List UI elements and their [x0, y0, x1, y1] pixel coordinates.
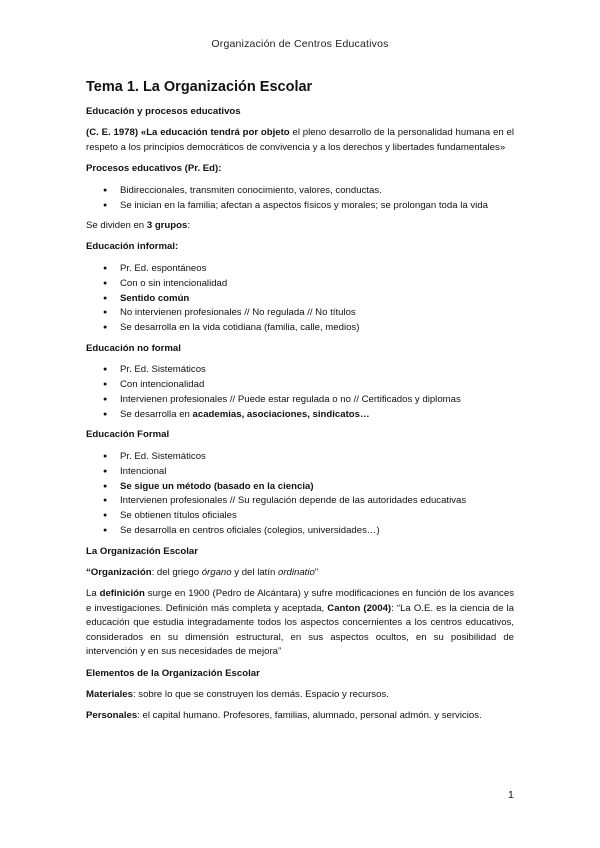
- running-header: Organización de Centros Educativos: [211, 38, 389, 50]
- etym-greek: órgano: [201, 567, 232, 579]
- formal-list: [86, 450, 514, 539]
- section-heading-procesos: Procesos educativos (Pr. Ed):: [86, 163, 222, 175]
- def-3: : “La O.E. es la ciencia de la educación que estudia integradamente todos los aspectos concernientes a los centros educativos, considerados en su dimensión estructural, en sus aspectos ocultos, en su posibilidad de intervención y en sus necesidades de mejora”: [86, 602, 515, 658]
- informal-list: [86, 262, 514, 336]
- grupos-post: :: [187, 219, 190, 231]
- list-item: ● Intervienen profesionales // Puede estar regulada o no // Certificados y diplomas: [86, 393, 514, 407]
- list-item: ● Pr. Ed. Sistemáticos: [86, 363, 514, 377]
- definition-paragraph: [86, 587, 514, 659]
- grupos-bold: 3 grupos: [146, 219, 188, 231]
- list-item: ● Se sigue un método (basado en la ciencia): [86, 480, 514, 494]
- section-heading-noformal: Educación no formal: [86, 342, 181, 354]
- list-item: ● Se desarrolla en centros oficiales (colegios, universidades…): [86, 524, 514, 538]
- page-content: [86, 78, 514, 731]
- etym-2: y del latín: [231, 567, 278, 579]
- noformal-last-pre: Se desarrolla en: [120, 408, 193, 420]
- section-heading-formal: Educación Formal: [86, 429, 170, 441]
- etym-1: : del griego: [151, 567, 202, 579]
- def-2: surge en 1900 (Pedro de Alcántara) y sufre modificaciones en función de los avances e investigaciones. Definición más completa y aceptada,: [86, 588, 514, 614]
- list-item: ● Intervienen profesionales // Su regulación depende de las autoridades educativas: [86, 494, 514, 508]
- personales-text: : el capital humano. Profesores, familias, alumnado, personal admón. y servicios.: [137, 710, 482, 722]
- procesos-list: [86, 184, 514, 213]
- etym-latin: ordinatio: [278, 567, 315, 579]
- quote-text: el pleno desarrollo de la personalidad humana en el respeto a los principios democráticos de convivencia y a los derechos y libertades fundamentales»: [86, 127, 514, 153]
- etymology-paragraph: [86, 566, 514, 580]
- section-heading-informal: Educación informal:: [86, 241, 179, 253]
- list-item: ● Intencional: [86, 465, 514, 479]
- quote-reference: (C. E. 1978): [86, 127, 139, 139]
- list-item: ● Pr. Ed. Sistemáticos: [86, 450, 514, 464]
- list-item: ● Bidireccionales, transmiten conocimiento, valores, conductas.: [86, 184, 514, 198]
- def-bold: definición: [99, 588, 145, 600]
- list-item: ● Sentido común: [86, 292, 514, 306]
- noformal-last-bold: academias, asociaciones, sindicatos…: [192, 408, 370, 420]
- materiales-label: Materiales: [86, 688, 133, 700]
- section-heading-educacion: Educación y procesos educativos: [86, 106, 241, 117]
- personales-paragraph: [86, 709, 514, 723]
- list-item: ● No intervienen profesionales // No regulada // No títulos: [86, 306, 514, 320]
- list-item: ● Pr. Ed. espontáneos: [86, 262, 514, 276]
- page-number: 1: [508, 789, 514, 801]
- list-item: ● Con o sin intencionalidad: [86, 277, 514, 291]
- grupos-paragraph: [86, 219, 514, 233]
- list-item: ● Se inician en la familia; afectan a aspectos físicos y morales; se prolongan toda la vida: [86, 199, 514, 213]
- grupos-pre: Se dividen en: [86, 219, 147, 231]
- etym-3: ”: [314, 567, 319, 579]
- section-heading-organizacion: La Organización Escolar: [86, 545, 198, 557]
- constitution-quote: [86, 126, 514, 155]
- list-item: ● Se desarrolla en la vida cotidiana (familia, calle, medios): [86, 321, 514, 335]
- noformal-list: [86, 363, 514, 422]
- quote-bold: «La educación tendrá por objeto: [140, 127, 290, 139]
- materiales-text: : sobre lo que se construyen los demás. Espacio y recursos.: [132, 688, 389, 700]
- def-canton: Canton (2004): [327, 602, 392, 614]
- personales-label: Personales: [86, 710, 138, 722]
- etym-bold: “Organización: [86, 567, 152, 579]
- list-item: ● Con intencionalidad: [86, 378, 514, 392]
- materiales-paragraph: [86, 688, 514, 702]
- def-1: La: [86, 588, 100, 600]
- section-heading-elementos: Elementos de la Organización Escolar: [86, 667, 260, 679]
- page-title: Tema 1. La Organización Escolar: [86, 79, 313, 95]
- list-item: ● Se obtienen títulos oficiales: [86, 509, 514, 523]
- list-item: [86, 408, 514, 422]
